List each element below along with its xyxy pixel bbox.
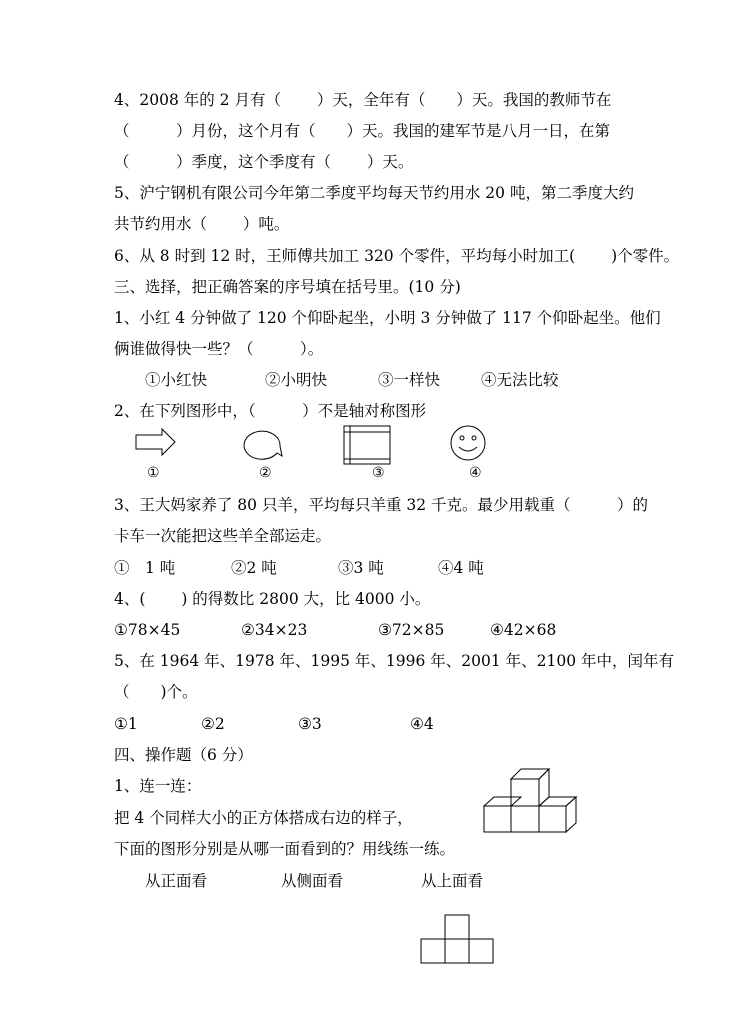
- shape-label-1: ①: [147, 465, 160, 481]
- shape-label-4: ④: [469, 465, 482, 481]
- q4-1-line3: 下面的图形分别是从哪一面看到的？用线练一练。: [114, 840, 456, 858]
- q2-4-line3: （ ）季度，这个季度有（ ）天。: [114, 153, 414, 171]
- section3-title: 三、选择，把正确答案的序号填在括号里。(10 分): [114, 278, 461, 296]
- q3-5-line1: 5、在 1964 年、1978 年、1995 年、1996 年、2001 年、2100 年中，闰年有: [114, 652, 675, 670]
- q3-3-line2: 卡车一次能把这些羊全部运走。: [114, 527, 332, 545]
- q4-1-line1: 1、连一连：: [114, 777, 202, 795]
- q3-3-option-2: ②2 吨: [231, 559, 277, 577]
- q3-1-option-1: ①小红快: [145, 371, 208, 389]
- speech-bubble-shape: [240, 424, 286, 460]
- smiley-face-shape: [446, 424, 490, 462]
- q4-1-line2: 把 4 个同样大小的正方体搭成右边的样子，: [114, 809, 413, 827]
- q3-3-option-4: ④4 吨: [438, 559, 484, 577]
- q3-4-option-1: ①78×45: [114, 621, 181, 639]
- q3-1-option-2: ②小明快: [265, 371, 328, 389]
- view-label-top: 从上面看: [421, 872, 484, 890]
- arrow-shape: [134, 427, 178, 457]
- q3-3-line1: 3、王大妈家养了 80 只羊，平均每只羊重 32 千克。最少用载重（ ）的: [114, 496, 649, 514]
- q3-5-option-1: ①1: [114, 715, 138, 733]
- q3-1-line2: 俩谁做得快一些？（ ）。: [114, 340, 324, 358]
- q3-5-line2: （ )个。: [114, 683, 198, 701]
- q2-6-line1: 6、从 8 时到 12 时，王师傅共加工 320 个零件，平均每小时加工( )个零件。: [114, 247, 680, 265]
- q3-2-line1: 2、在下列图形中，（ ）不是轴对称图形: [114, 402, 427, 420]
- q3-4-option-2: ②34×23: [241, 621, 308, 639]
- q3-3-option-3: ③3 吨: [338, 559, 384, 577]
- q3-4-option-3: ③72×85: [378, 621, 445, 639]
- overlapping-rectangles-shape: [340, 424, 392, 468]
- q3-5-option-2: ②2: [201, 715, 225, 733]
- shape-label-2: ②: [259, 465, 272, 481]
- front-view-figure: [420, 913, 496, 965]
- q3-5-option-3: ③3: [298, 715, 322, 733]
- shape-label-3: ③: [372, 465, 385, 481]
- q3-4-line1: 4、( ) 的得数比 2800 大，比 4000 小。: [114, 590, 431, 608]
- q3-4-option-4: ④42×68: [490, 621, 557, 639]
- view-label-front: 从正面看: [145, 872, 208, 890]
- cube-stack-figure: [482, 765, 578, 835]
- q2-4-line2: （ ）月份，这个月有（ ）天。我国的建军节是八月一日，在第: [114, 122, 611, 140]
- q3-1-option-4: ④无法比较: [481, 371, 559, 389]
- q3-1-option-3: ③一样快: [378, 371, 441, 389]
- q3-1-line1: 1、小红 4 分钟做了 120 个仰卧起坐，小明 3 分钟做了 117 个仰卧起坐。他们: [114, 309, 661, 327]
- q3-3-option-1: ① 1 吨: [114, 559, 176, 577]
- q2-5-line1: 5、沪宁钢机有限公司今年第二季度平均每天节约用水 20 吨，第二季度大约: [114, 184, 634, 202]
- q3-5-option-4: ④4: [410, 715, 434, 733]
- view-label-side: 从侧面看: [281, 872, 344, 890]
- section4-title: 四、操作题（6 分）: [114, 746, 253, 764]
- q2-4-line1: 4、2008 年的 2 月有（ ）天，全年有（ ）天。我国的教师节在: [114, 91, 612, 109]
- q2-5-line2: 共节约用水（ ）吨。: [114, 215, 290, 233]
